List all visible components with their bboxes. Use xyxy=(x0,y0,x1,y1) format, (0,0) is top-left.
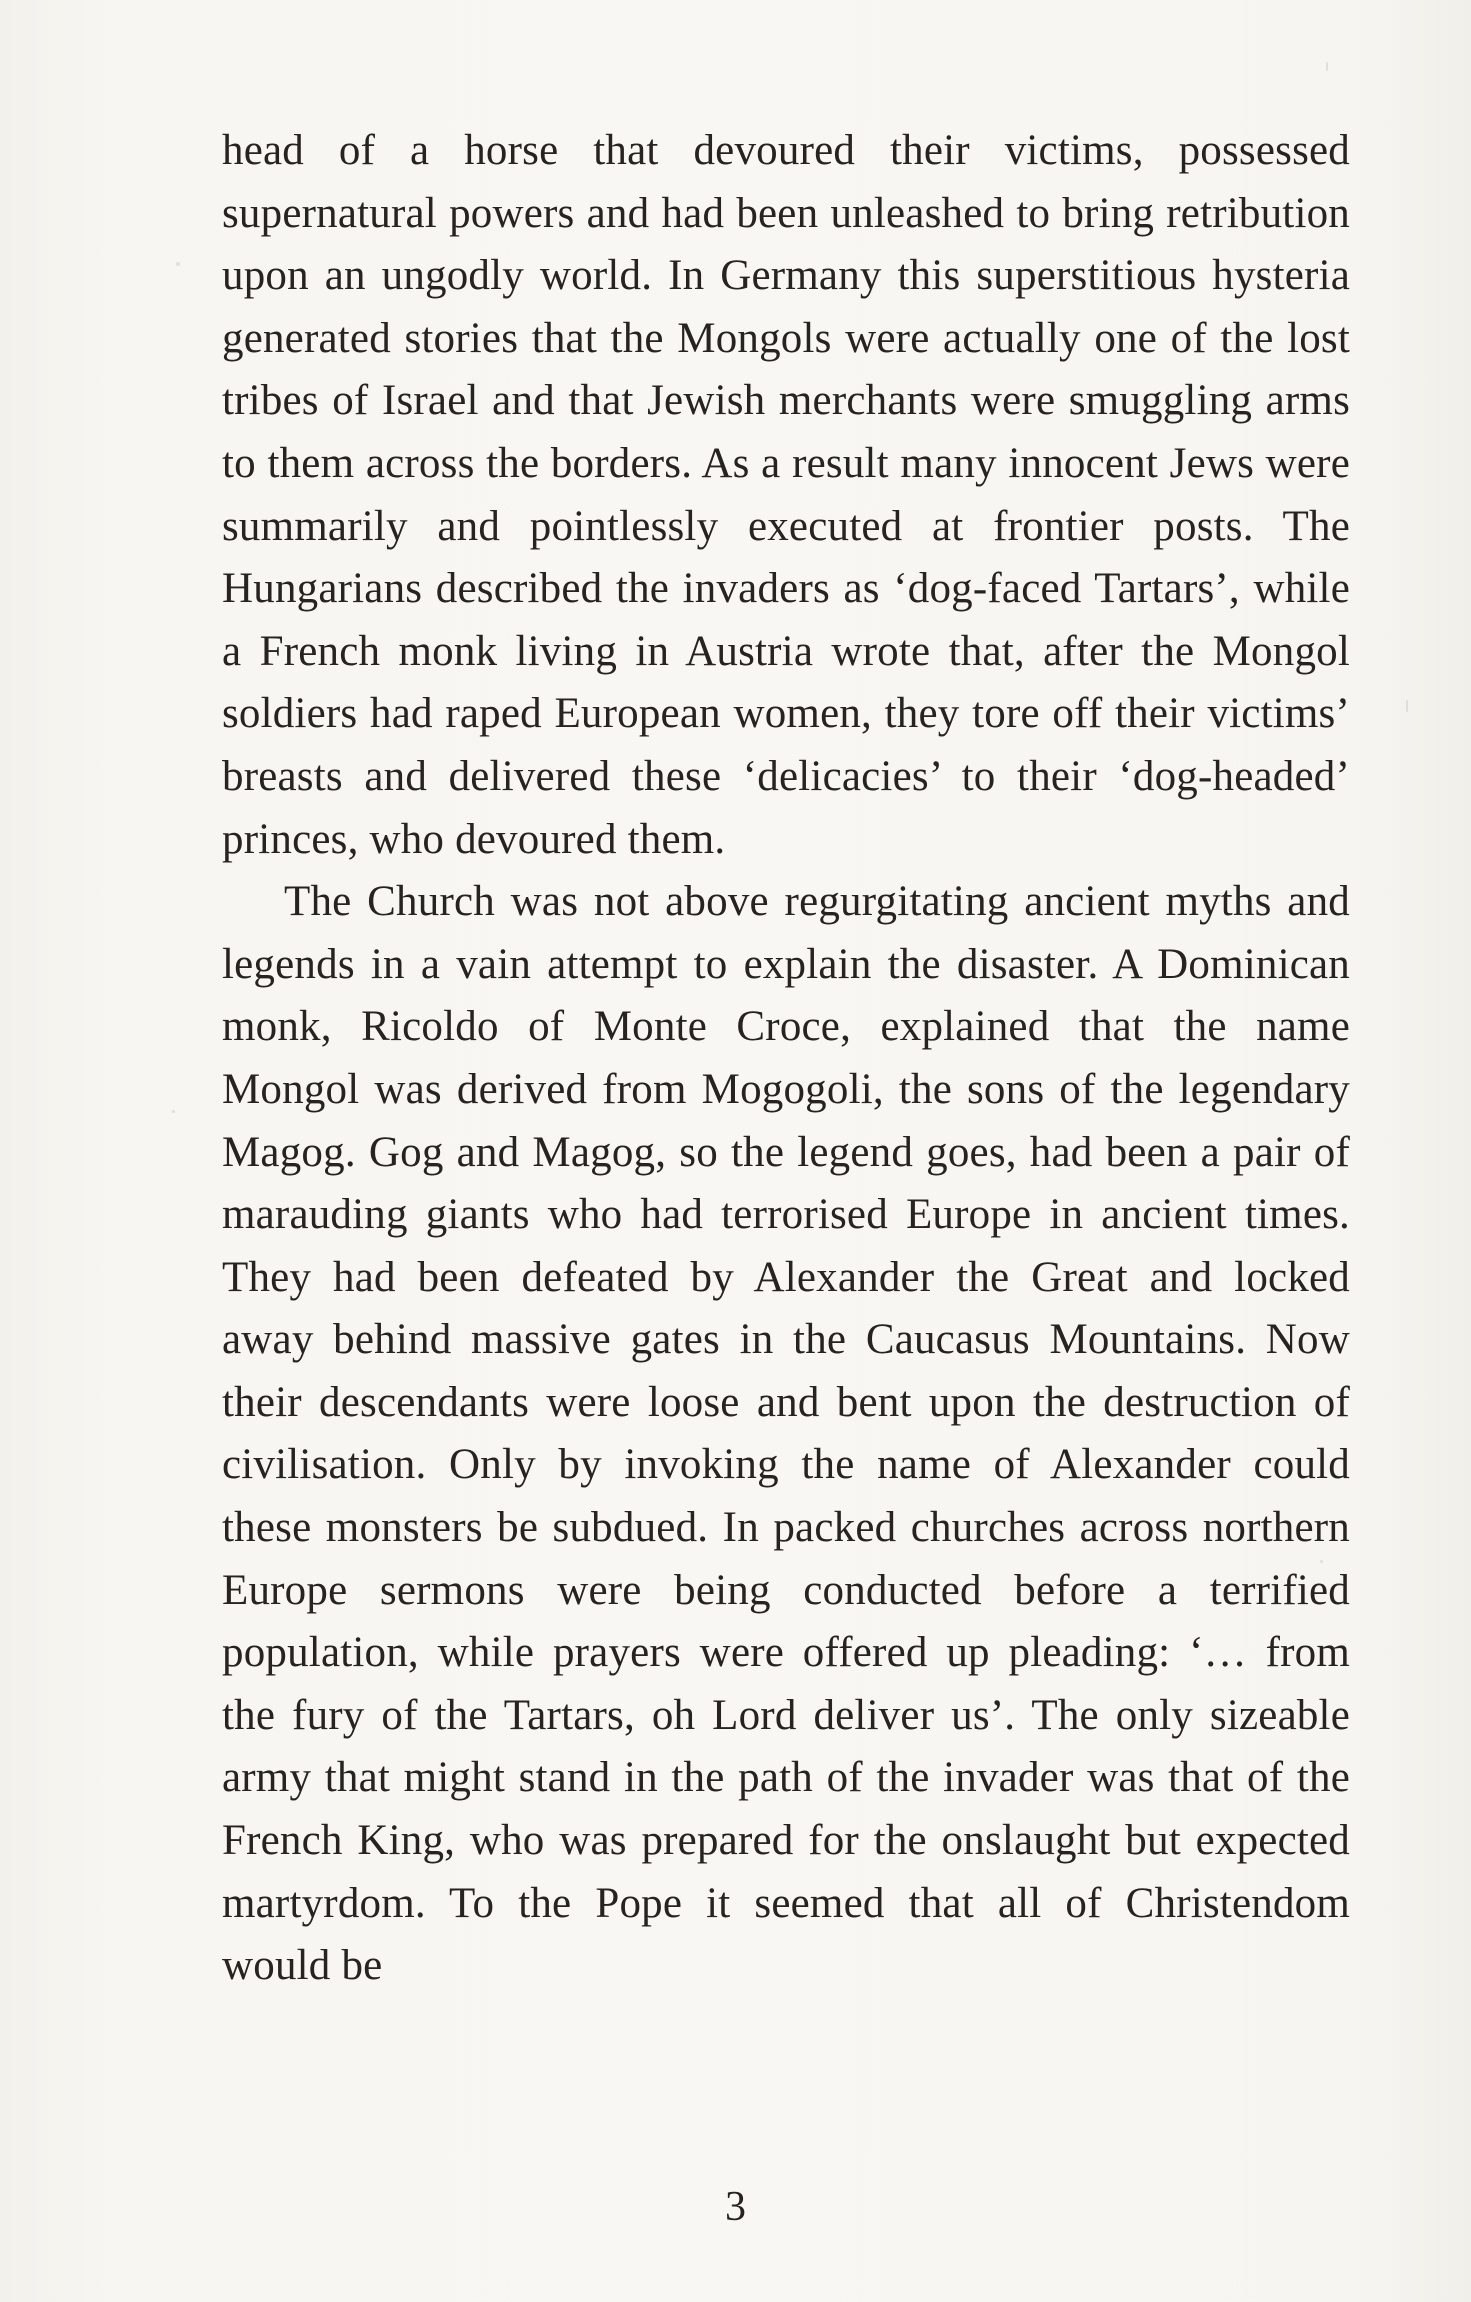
body-text xyxy=(222,120,1350,1998)
paragraph-1: head of a horse that devoured their victims, possessed supernatural powers and had been unleashed to bring retribution upon an ungodly world. In Germany this superstitious hysteria generated stories that the Mongols were actually one of the lost tribes of Israel and that Jewish merchants were smuggling arms to them across the borders. As a result many innocent Jews were summarily and pointlessly executed at frontier posts. The Hungarians described the invaders as ‘dog-faced Tartars’, while a French monk living in Austria wrote that, after the Mongol soldiers had raped European women, they tore off their victims’ breasts and delivered these ‘delicacies’ to their ‘dog-headed’ princes, who devoured them. xyxy=(222,127,1350,863)
paper-speck xyxy=(176,262,180,266)
paragraph-2: The Church was not above regurgitating ancient myths and legends in a vain attempt to explain the disaster. A Dominican monk, Ricoldo of Monte Croce, explained that the name Mongol was derived from Mogogoli, the sons of the legendary Magog. Gog and Magog, so the legend goes, had been a pair of marauding giants who had terrorised Europe in ancient times. They had been defeated by Alexander the Great and locked away behind massive gates in the Caucasus Mountains. Now their descendants were loose and bent upon the destruction of civilisation. Only by invoking the name of Alexander could these monsters be subdued. In packed churches across northern Europe sermons were being conducted before a terrified population, while prayers were offered up pleading: ‘… from the fury of the Tartars, oh Lord deliver us’. The only sizeable army that might stand in the path of the invader was that of the French King, who was prepared for the onslaught but expected martyrdom. To the Pope it seemed that all of Christendom would be xyxy=(222,878,1350,1990)
paper-speck xyxy=(1406,700,1408,712)
page-number: 3 xyxy=(725,2184,746,2230)
paper-speck xyxy=(172,1110,175,1113)
paper-speck xyxy=(1326,62,1328,71)
